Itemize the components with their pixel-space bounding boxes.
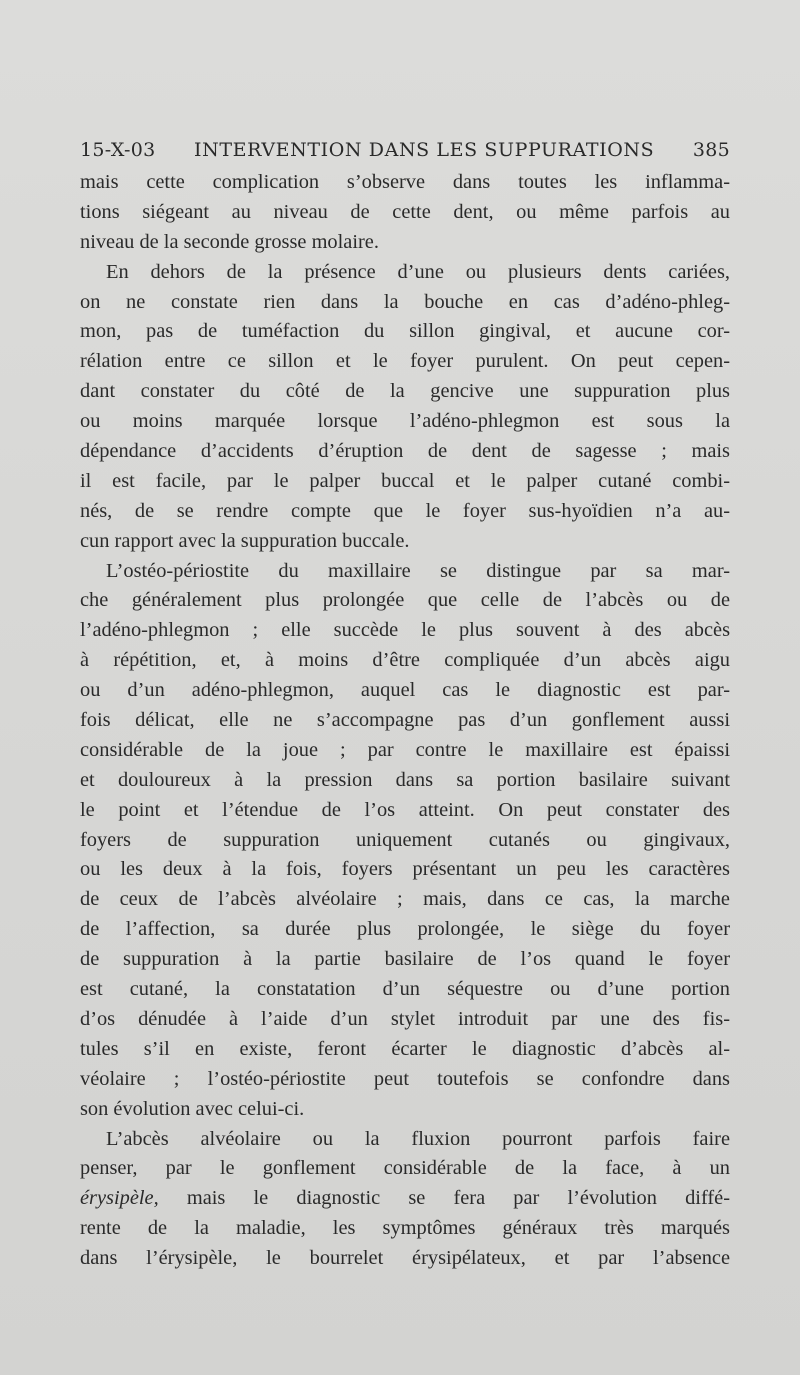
text-line: dans l’érysipèle, le bourrelet érysipélateux, et par l’absence: [80, 1247, 730, 1270]
text-line: fois délicat, elle ne s’accompagne pas d’un gonflement aussi: [80, 709, 730, 732]
text-line: à répétition, et, à moins d’être compliquée d’un abcès aigu: [80, 649, 730, 672]
header-reference: 15-X-03: [80, 139, 156, 161]
text-line: dant constater du côté de la gencive une suppuration plus: [80, 380, 730, 403]
body-text: [80, 168, 730, 1274]
page-number: 385: [692, 139, 730, 161]
text-line: est cutané, la constatation d’un séquestre ou d’une portion: [80, 978, 730, 1001]
text-line: [80, 1184, 730, 1214]
text-line: nés, de se rendre compte que le foyer sus-hyoïdien n’a au-: [80, 499, 730, 522]
text-line: dépendance d’accidents d’éruption de dent de sagesse ; mais: [80, 440, 730, 463]
text-line: de ceux de l’abcès alvéolaire ; mais, dans ce cas, la marche: [80, 888, 730, 911]
text-line: tules s’il en existe, feront écarter le diagnostic d’abcès al-: [80, 1037, 730, 1060]
text-line: che généralement plus prolongée que celle de l’abcès ou de: [80, 589, 730, 612]
text-line: ou les deux à la fois, foyers présentant un peu les caractères: [80, 858, 730, 881]
italic-term: érysipèle,: [80, 1187, 159, 1210]
text-line: tions siégeant au niveau de cette dent, ou même parfois au: [80, 200, 730, 223]
text-line: et douloureux à la pression dans sa portion basilaire suivant: [80, 768, 730, 791]
text-line: L’abcès alvéolaire ou la fluxion pourront parfois faire: [106, 1127, 730, 1150]
text-line: En dehors de la présence d’une ou plusieurs dents cariées,: [106, 260, 730, 283]
text-line: foyers de suppuration uniquement cutanés ou gingivaux,: [80, 828, 730, 851]
text-line: ou d’un adéno-phlegmon, auquel cas le diagnostic est par-: [80, 679, 730, 702]
text-line: d’os dénudée à l’aide d’un stylet introduit par une des fis-: [80, 1007, 730, 1030]
text-line: son évolution avec celui-ci.: [80, 1097, 305, 1120]
text-line: l’adéno-phlegmon ; elle succède le plus souvent à des abcès: [80, 619, 730, 642]
text-line: niveau de la seconde grosse molaire.: [80, 230, 379, 253]
text-line: il est facile, par le palper buccal et le palper cutané combi-: [80, 469, 730, 492]
text-line: penser, par le gonflement considérable de la face, à un: [80, 1157, 730, 1180]
text-line: cun rapport avec la suppuration buccale.: [80, 529, 410, 552]
text-line-rest: mais le diagnostic se fera par l’évolution diffé-: [186, 1187, 730, 1210]
running-header: [80, 139, 730, 161]
text-line: rélation entre ce sillon et le foyer purulent. On peut cepen-: [80, 350, 730, 373]
text-line: de suppuration à la partie basilaire de l’os quand le foyer: [80, 948, 730, 971]
header-title: INTERVENTION DANS LES SUPPURATIONS: [194, 139, 655, 161]
text-line: considérable de la joue ; par contre le maxillaire est épaissi: [80, 738, 730, 761]
text-line: véolaire ; l’ostéo-périostite peut toutefois se confondre dans: [80, 1067, 730, 1090]
text-line: mais cette complication s’observe dans toutes les inflamma-: [80, 171, 730, 193]
text-line: on ne constate rien dans la bouche en cas d’adéno-phleg-: [80, 290, 730, 313]
text-line: L’ostéo-périostite du maxillaire se distingue par sa mar-: [106, 559, 730, 582]
text-line: rente de la maladie, les symptômes généraux très marqués: [80, 1217, 730, 1240]
text-line: le point et l’étendue de l’os atteint. On peut constater des: [80, 798, 730, 821]
text-line: ou moins marquée lorsque l’adéno-phlegmon est sous la: [80, 410, 730, 433]
text-line: mon, pas de tuméfaction du sillon gingival, et aucune cor-: [80, 320, 730, 343]
text-line: de l’affection, sa durée plus prolongée, le siège du foyer: [80, 918, 730, 941]
